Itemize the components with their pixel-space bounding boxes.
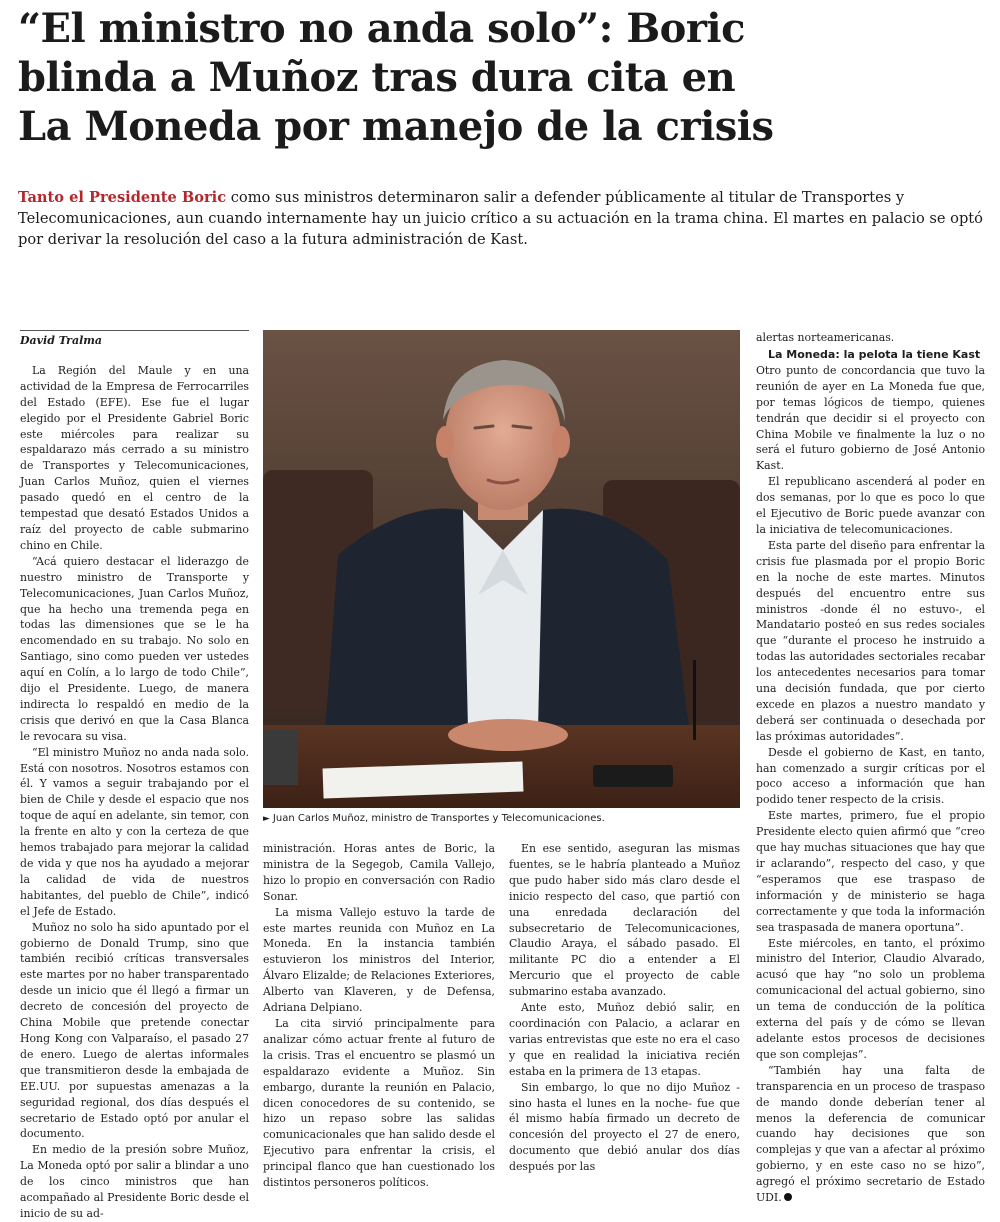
lead-paragraph xyxy=(18,187,983,250)
paragraph: En ese sentido, aseguran las mismas fuentes, se le habría planteado a Muñoz que pudo haber sido más claro desde el inicio respecto del caso, que partió con una enredada declaración del subsecretario de Telecomunicaciones, Claudio Araya, el sábado pasado. El militante PC dio a entender a El Mercurio que el proyecto de cable submarino estaba avanzado. xyxy=(509,842,740,999)
paragraph: La misma Vallejo estuvo la tarde de este martes reunida con Muñoz en La Moneda. En la instancia también estuvieron los ministros del Interior, Álvaro Elizalde; de Relaciones Exteriores, Alberto van Klaveren, y de Defensa, Adriana Delpiano. xyxy=(263,905,495,1015)
article-column-3 xyxy=(509,841,740,1175)
paragraph: En medio de la presión sobre Muñoz, La Moneda optó por salir a blindar a uno de los cinco ministros que han acompañado al Presidente Boric desde el inicio de su ad- xyxy=(20,1143,249,1220)
caption-text: Juan Carlos Muñoz, ministro de Transportes y Telecomunicaciones. xyxy=(272,813,605,824)
paragraph: Otro punto de concordancia que tuvo la reunión de ayer en La Moneda fue que, por temas lógicos de tiempo, quienes tendrán que decidir si el proyecto con China Mobile ve finalmente la luz o no será el futuro gobierno de José Antonio Kast. xyxy=(756,363,985,473)
paragraph: El republicano ascenderá al poder en dos semanas, por lo que es poco lo que el Ejecutivo de Boric puede avanzar con la iniciativa de telecomunicaciones. xyxy=(756,475,985,536)
paragraph: Desde el gobierno de Kast, en tanto, han comenzado a surgir críticas por el poco acceso a información que han podido tener respecto de la crisis. xyxy=(756,745,985,807)
byline: David Tralma xyxy=(20,330,249,353)
article-photo xyxy=(263,330,740,808)
article-column-1 xyxy=(20,330,249,1222)
headline-line-1: “El ministro no anda solo”: Boric xyxy=(18,5,745,52)
photo-illustration xyxy=(263,330,740,808)
section-subhead: La Moneda: la pelota la tiene Kast xyxy=(768,347,981,361)
paragraph: Este martes, primero, fue el propio Presidente electo quien afirmó que “creo que hay muchas situaciones que hay que ir aclarando”, respecto del caso, y que “esperamos que ese traspaso de información y de ministerio se haga correctamente y que toda la información sea traspasada de manera oportuna”. xyxy=(756,809,985,934)
paragraph: La Región del Maule y en una actividad de la Empresa de Ferrocarriles del Estado (EFE). Ese fue el lugar elegido por el Presidente Gabriel Boric este miércoles para realizar su espaldarazo más cerrado a su ministro de Transportes y Telecomunicaciones, Juan Carlos Muñoz, quien el viernes pasado quedó en el centro de la tempestad que desató Estados Unidos a raíz del proyecto de cable submarino chino en Chile. xyxy=(20,363,249,552)
paragraph: ministración. Horas antes de Boric, la ministra de la Segegob, Camila Vallejo, hizo lo propio en conversación con Radio Sonar. xyxy=(263,842,495,903)
headline-line-2: blinda a Muñoz tras dura cita en xyxy=(18,54,736,101)
lead-highlight: Tanto el Presidente Boric xyxy=(18,189,227,206)
paragraph-final xyxy=(756,1063,985,1206)
caption-marker-icon: ► xyxy=(263,814,270,824)
paragraph: Esta parte del diseño para enfrentar la crisis fue plasmada por el propio Boric en la noche de este martes. Minutos después del encuentro entre sus ministros -donde él no estuvo-, el Mandatario posteó en sus redes sociales que “durante el proceso he instruido a todas las autoridades sectoriales recabar los antecedentes necesarios para tomar una decisión fundada, que por cierto excede en plazos a nuestro mandato y deberá ser continuada o desechada por las próximas autoridades”. xyxy=(756,538,985,743)
paragraph: Sin embargo, lo que no dijo Muñoz -sino hasta el lunes en la noche- fue que él mismo había firmado un decreto de concesión del proyecto el 27 de enero, documento que debió anular dos días después por las xyxy=(509,1080,740,1174)
paragraph: “Acá quiero destacar el liderazgo de nuestro ministro de Transporte y Telecomunicaciones, Juan Carlos Muñoz, que ha hecho una tremenda pega en todas las dimensiones que se le ha encomendado en su trabajo. No solo en Santiago, sino como pueden ver ustedes aquí en Colín, a lo largo de todo Chile”, dijo el Presidente. Luego, de manera indirecta lo respaldó en medio de la crisis que derivó en que la Casa Blanca le revocara su visa. xyxy=(20,554,249,743)
paragraph: Ante esto, Muñoz debió salir, en coordinación con Palacio, a aclarar en varias entrevistas que este no era el caso y que en realidad la iniciativa recién estaba en la primera de 13 etapas. xyxy=(509,1001,740,1078)
lead-text: como sus ministros determinaron salir a defender públicamente al titular de Transportes y Telecomunicaciones, aun cuando internamente hay un juicio crítico a su actuación en la trama china. El martes en palacio se optó por derivar la resolución del caso a la futura administración de Kast. xyxy=(18,189,983,248)
final-text: “También hay una falta de transparencia en un proceso de traspaso de mando donde deberían tener al menos la deferencia de comunicar cuando hay decisiones que son complejas y que van a afectar al próximo gobierno, y en este caso no se hizo”, agregó el próximo secretario de Estado UDI. xyxy=(756,1063,985,1205)
paragraph: Este miércoles, en tanto, el próximo ministro del Interior, Claudio Alvarado, acusó que hay “no solo un problema comunicacional del actual gobierno, sino un tema de conducción de la política externa del país y de cómo se llevan adelante estos procesos de decisiones que son complejas”. xyxy=(756,936,985,1061)
headline xyxy=(18,4,978,151)
article-column-4 xyxy=(756,330,985,1206)
photo-caption xyxy=(263,812,740,826)
paragraph: La cita sirvió principalmente para analizar cómo actuar frente al futuro de la crisis. Tras el encuentro se plasmó un espaldarazo evidente a Muñoz. Sin embargo, durante la reunión en Palacio, dicen conocedores de su contenido, se hizo un repaso sobre las salidas comunicacionales que han salido desde el Ejecutivo para enfrentar la crisis, el principal flanco que han cuestionado los distintos personeros políticos. xyxy=(263,1016,495,1190)
paragraph: “El ministro Muñoz no anda nada solo. Está con nosotros. Nosotros estamos con él. Y vamos a seguir trabajando por el bien de Chile y desde el espacio que nos toque de aquí en adelante, sin temor, con la frente en alto y con la certeza de que hemos trabajado para mejorar la calidad de vida y que nos ha ayudado a mejorar la calidad de vida de nuestros habitantes, del pueblo de Chile”, indicó el Jefe de Estado. xyxy=(20,745,249,918)
article-column-2 xyxy=(263,841,495,1191)
headline-line-3: La Moneda por manejo de la crisis xyxy=(18,103,774,150)
end-mark-icon xyxy=(784,1193,792,1201)
paragraph: Muñoz no solo ha sido apuntado por el gobierno de Donald Trump, sino que también recibió críticas transversales este martes por no haber transparentado desde un inicio que él llegó a firmar un decreto de concesión del proyecto de China Mobile que pretende conectar Hong Kong con Valparaíso, el pasado 27 de enero. Luego de alertas informales que transmitieron desde la embajada de EE.UU. por supuestas amenazas a la seguridad regional, dos días después el secretario de Estado optó por anular el documento. xyxy=(20,920,249,1141)
paragraph: alertas norteamericanas. xyxy=(756,331,895,344)
